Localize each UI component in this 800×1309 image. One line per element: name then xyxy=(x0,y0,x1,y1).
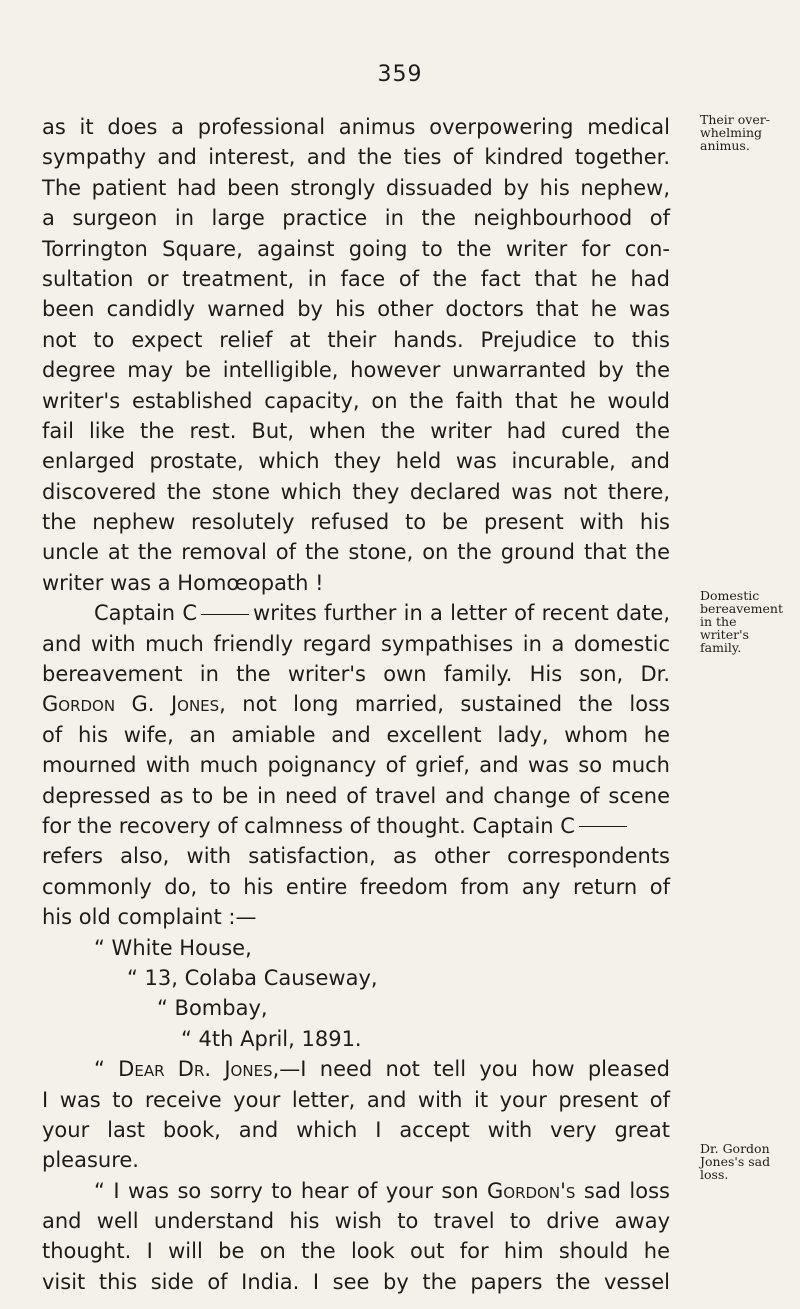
body-line: refers also, with satisfaction, as other correspondents xyxy=(42,844,670,869)
letter-line xyxy=(42,1176,670,1206)
body-line xyxy=(42,598,670,628)
margin-note-line: Their over- xyxy=(700,112,770,127)
letter-line: thought. I will be on the look out for him should he xyxy=(42,1239,670,1264)
body-text-span: for the recovery of calmness of thought. Captain C xyxy=(42,813,575,838)
letter-address-line: “ 13, Colaba Causeway, xyxy=(127,965,378,990)
body-line: depressed as to be in need of travel and change of scene xyxy=(42,783,670,808)
body-line: The patient had been strongly dissuaded by his nephew, xyxy=(42,175,670,200)
body-line: commonly do, to his entire freedom from any return of xyxy=(42,874,670,899)
margin-note-animus xyxy=(700,113,800,152)
body-line: sympathy and interest, and the ties of kindred together. xyxy=(42,145,670,170)
body-line: as it does a professional animus overpowering medical xyxy=(42,115,670,139)
salutation-name: “ Dear Dr. Jones, xyxy=(94,1057,280,1082)
letter-date-line: “ 4th April, 1891. xyxy=(181,1026,362,1051)
margin-note-line: Dr. Gordon xyxy=(700,1141,770,1156)
letter-line: visit this side of India. I see by the papers the vessel xyxy=(42,1269,670,1294)
margin-note-line: Domestic xyxy=(700,588,760,603)
body-line: discovered the stone which they declared was not there, xyxy=(42,479,670,504)
name-dash xyxy=(201,614,249,615)
margin-note-gordon-loss xyxy=(700,1142,800,1181)
letter-line: and well understand his wish to travel to drive away xyxy=(42,1209,670,1234)
captain-name: Captain C xyxy=(94,601,198,626)
body-text-span: sad loss xyxy=(575,1178,670,1203)
body-line: fail like the rest. But, when the writer had cured the xyxy=(42,418,670,443)
body-line: and with much friendly regard sympathises in a domestic xyxy=(42,631,670,656)
gordon-name: Gordon's xyxy=(486,1178,576,1203)
body-line: mourned with much poignancy of grief, and was so much xyxy=(42,753,670,778)
body-line: writer was a Homœopath ! xyxy=(42,570,324,595)
margin-note-line: writer's xyxy=(700,627,749,642)
margin-note-line: family. xyxy=(700,640,742,655)
gordon-jones-name: Gordon G. Jones, xyxy=(42,692,226,717)
margin-note-line: animus. xyxy=(700,138,750,153)
body-text-span: writes further in a letter of recent date, xyxy=(253,601,670,626)
body-line: not to expect relief at their hands. Prejudice to this xyxy=(42,327,670,352)
body-line: enlarged prostate, which they held was incurable, and xyxy=(42,449,670,474)
body-line: writer's established capacity, on the faith that he would xyxy=(42,388,670,413)
margin-note-line: in the xyxy=(700,614,737,629)
body-text xyxy=(42,112,670,1297)
letter-line: your last book, and which I accept with very great xyxy=(42,1117,670,1142)
body-line: sultation or treatment, in face of the fact that he had xyxy=(42,266,670,291)
letter-address-line: “ White House, xyxy=(94,935,252,960)
body-text-span: “ I was so sorry to hear of your son xyxy=(94,1178,487,1203)
letter-salutation xyxy=(42,1054,670,1084)
body-line: the nephew resolutely refused to be present with his xyxy=(42,510,670,535)
body-line: a surgeon in large practice in the neighbourhood of xyxy=(42,206,670,231)
body-line: of his wife, an amiable and excellent lady, whom he xyxy=(42,722,670,747)
page-number: 359 xyxy=(377,62,423,87)
body-line: Torrington Square, against going to the writer for con- xyxy=(42,236,670,261)
body-line xyxy=(42,689,670,719)
body-line: been candidly warned by his other doctors that he was xyxy=(42,297,670,322)
margin-note-bereavement xyxy=(700,589,800,654)
margin-note-line: whelming xyxy=(700,125,763,140)
margin-note-line: Jones's sad xyxy=(700,1154,771,1169)
body-text-span: —I need not tell you how pleased xyxy=(279,1057,670,1082)
body-line xyxy=(42,811,670,841)
body-line: bereavement in the writer's own family. His son, Dr. xyxy=(42,662,670,687)
body-line: his old complaint :— xyxy=(42,905,257,930)
letter-line: I was to receive your letter, and with it your present of xyxy=(42,1087,670,1112)
body-line: degree may be intelligible, however unwarranted by the xyxy=(42,358,670,383)
name-dash xyxy=(579,826,627,827)
margin-note-line: loss. xyxy=(700,1167,729,1182)
letter-line: pleasure. xyxy=(42,1148,139,1173)
body-text-span: not long married, sustained the loss xyxy=(225,692,670,717)
letter-address-line: “ Bombay, xyxy=(157,996,268,1021)
body-line: uncle at the removal of the stone, on the ground that the xyxy=(42,540,670,565)
margin-note-line: bereavement xyxy=(700,601,784,616)
